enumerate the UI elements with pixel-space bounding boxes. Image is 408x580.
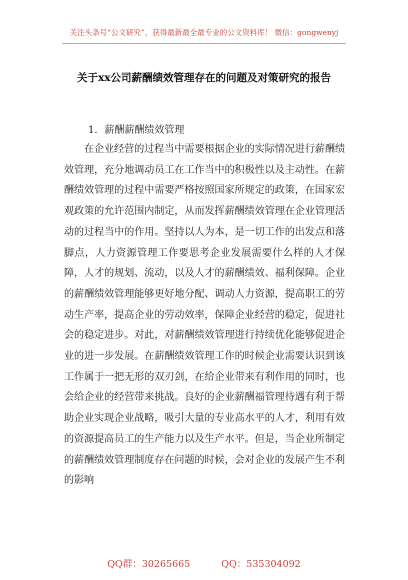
body-paragraph: 在企业经营的过程当中需要根据企业的实际情况进行薪酬绩效管理，充分地调动员工在工作当中的积极性以及主动性。在薪酬绩效管理的过程中需要严格按照国家所规定的政策，在国家宏观政策的允许范围内制定，从而发挥薪酬绩效管理在企业管理活动的过程当中的作用。坚持以人为本，是一切工作的出发点和落脚点，人力资源管理工作要思考企业发展需要什么样的人才保障，人才的规划、流动，以及人才的薪酬绩效、福利保障。企业的薪酬绩效管理能够更好地分配、调动人力资源，提高职工的劳动生产率，提高企业的劳动效率，保障企业经营的稳定，促进社会的稳定进步。对此，对薪酬绩效管理进行持续优化能够促进企业的进一步发展。在薪酬绩效管理工作的时候企业需要认识到该工作属于一把无形的双刃剑，在给企业带来有利作用的同时，也会给企业的经营带来挑战。良好的企业薪酬福管理待遇有利于帮助企业实现企业战略，吸引大量的专业高水平的人才，利用有效的资源提高员工的生产能力以及生产水平。但是，当企业所制定的薪酬绩效管理制度存在问题的时候，会对企业的发展产生不利的影响: [64, 144, 345, 487]
page-footer: [0, 556, 408, 570]
document-title: 关于xx公司薪酬绩效管理存在的问题及对策研究的报告: [76, 72, 332, 84]
header-notice: 关注头条号“公文研究”，获得最新最全最专业的公文资料库！ 微信：gongwenyj: [69, 28, 339, 37]
footer-qq-group: QQ群：30265665: [107, 559, 191, 570]
header-divider: [62, 43, 346, 44]
footer-qq-number: QQ：535304092: [221, 559, 301, 570]
page-header: [0, 0, 408, 52]
section-heading: 1．薪酬薪酬绩效管理: [88, 125, 185, 136]
